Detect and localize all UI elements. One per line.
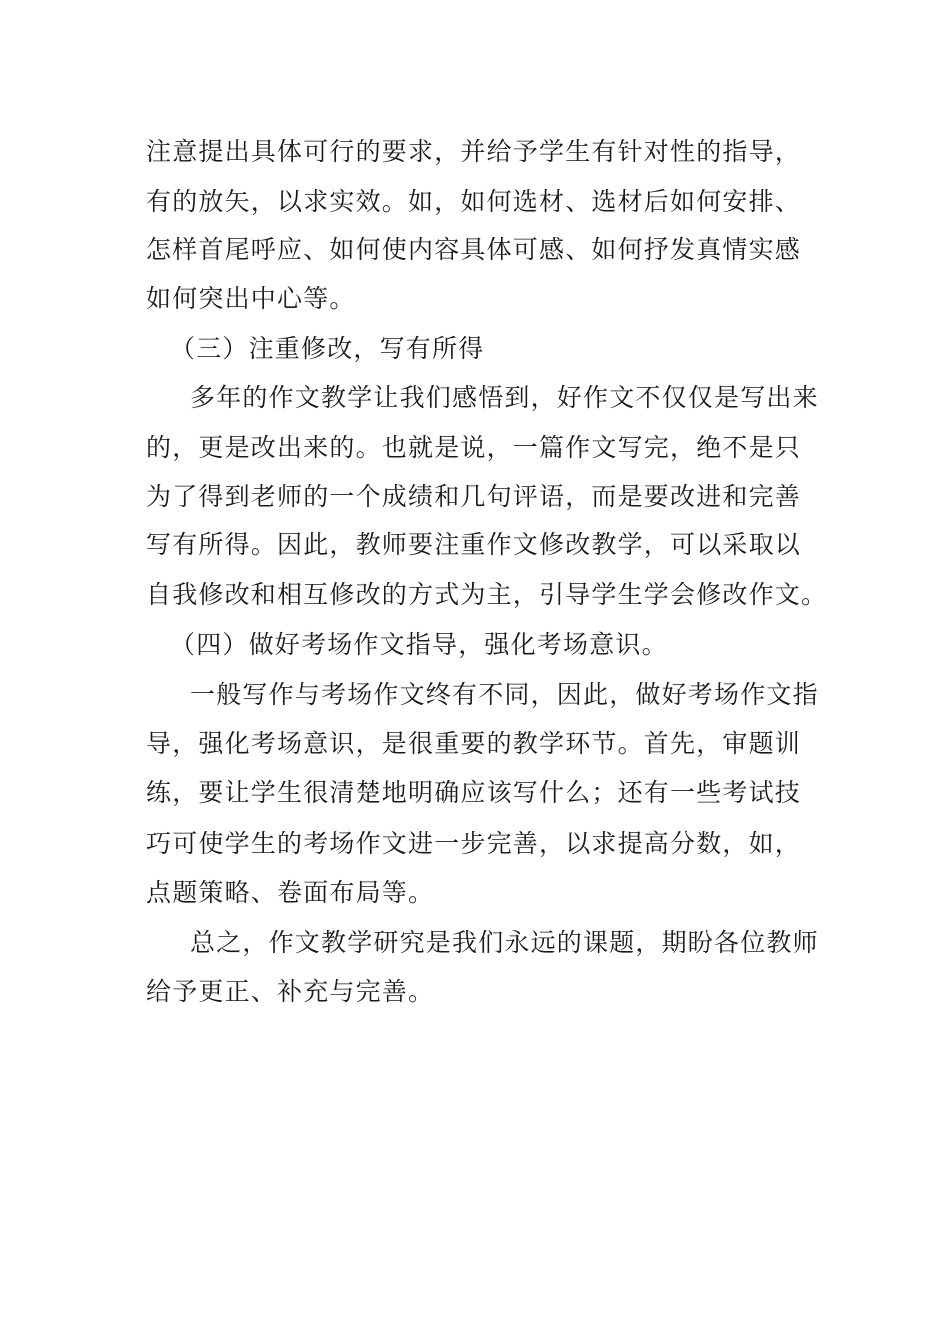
body-line: 给予更正、补充与完善。 — [146, 977, 435, 1006]
body-line: 如何突出中心等。 — [146, 284, 356, 313]
paragraph-first-line: 总之，作文教学研究是我们永远的课题，期盼各位教师 — [190, 928, 819, 957]
paragraph-first-line: 多年的作文教学让我们感悟到，好作文不仅仅是写出来 — [190, 383, 819, 412]
paragraph-first-line: 一般写作与考场作文终有不同，因此，做好考场作文指 — [190, 680, 819, 709]
body-line: 有的放矢，以求实效。如，如何选材、选材后如何安排、 — [146, 187, 802, 216]
section-heading-3: （三）注重修改，写有所得 — [170, 334, 485, 363]
body-line: 点题策略、卷面布局等。 — [146, 878, 435, 907]
body-line: 自我修改和相互修改的方式为主，引导学生学会修改作文。 — [146, 580, 828, 609]
body-line: 注意提出具体可行的要求，并给予学生有针对性的指导， — [146, 137, 802, 166]
body-line: 练，要让学生很清楚地明确应该写什么；还有一些考试技 — [146, 778, 802, 807]
body-line: 为了得到老师的一个成绩和几句评语，而是要改进和完善 — [146, 482, 802, 511]
body-line: 导，强化考场意识，是很重要的教学环节。首先，审题训 — [146, 729, 802, 758]
body-line: 的，更是改出来的。也就是说，一篇作文写完，绝不是只 — [146, 433, 802, 462]
body-line: 怎样首尾呼应、如何使内容具体可感、如何抒发真情实感 — [146, 235, 802, 264]
body-line: 巧可使学生的考场作文进一步完善，以求提高分数，如， — [146, 829, 802, 858]
body-line: 写有所得。因此，教师要注重作文修改教学，可以采取以 — [146, 530, 802, 559]
section-heading-4: （四）做好考场作文指导，强化考场意识。 — [170, 630, 668, 659]
